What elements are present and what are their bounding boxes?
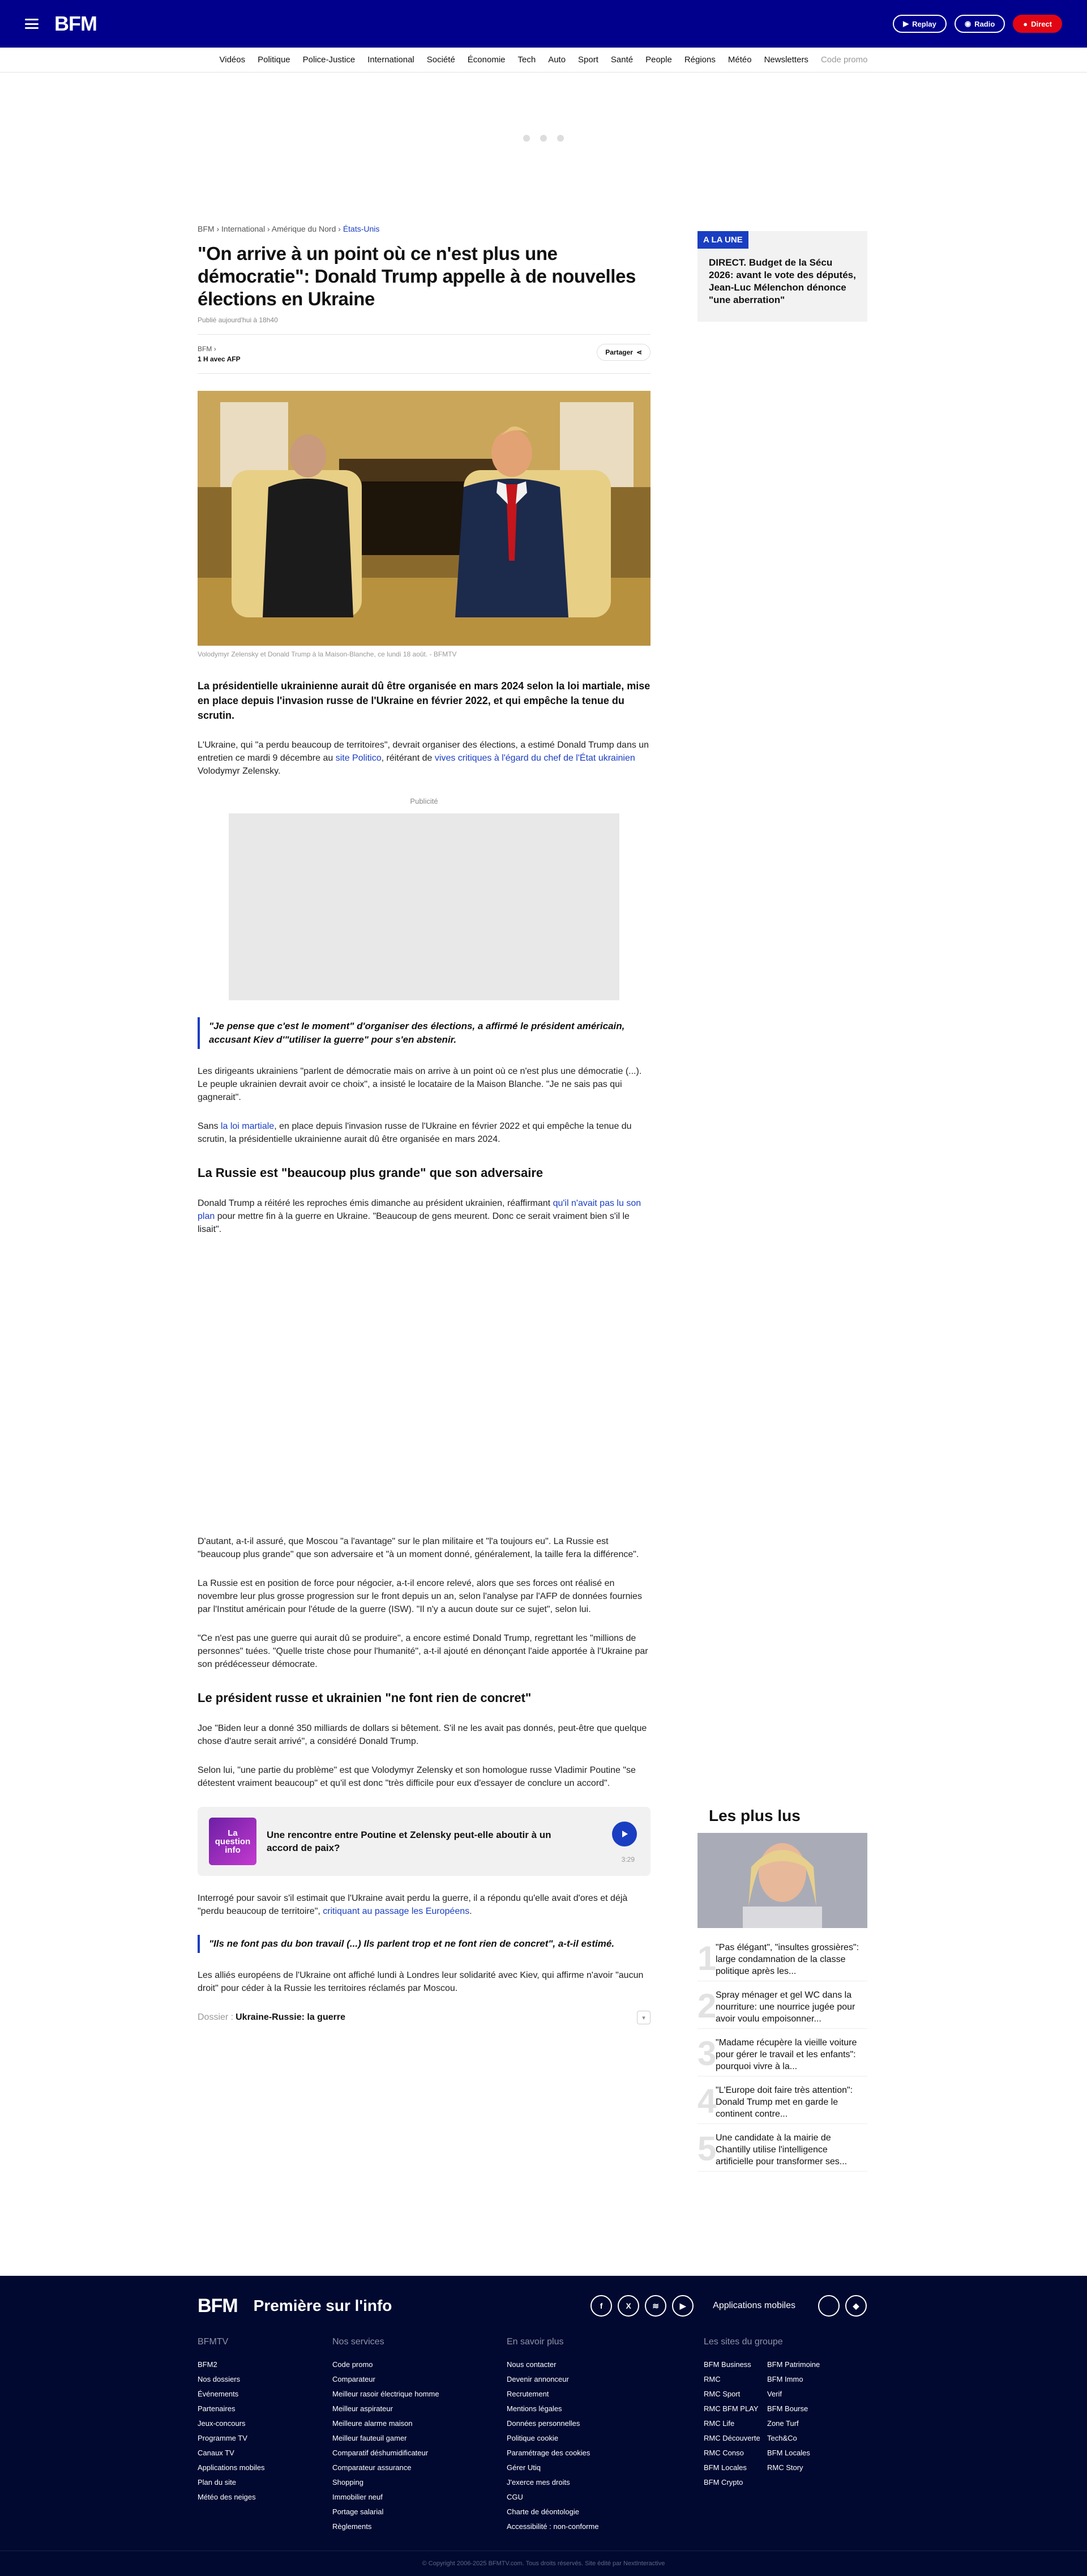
embedded-ad-space — [198, 1236, 651, 1519]
paragraph: "Ce n'est pas une guerre qui aurait dû se produire", a encore estimé Donald Trump, regrettant les "millions de personnes" tuées. "Quelle triste chose pour l'humanité", a-t-il ajouté en dénonçant l'aide apportée à l'Ukraine par son prédécesseur démocrate. — [198, 1634, 648, 1669]
paragraph: L'Ukraine, qui "a perdu beaucoup de territoires", devrait organiser des élections, a estimé Donald Trump dans un entretien ce mardi 9 décembre au site Politico, réitérant de vives critiques à l'égard du chef de l'État ukrainien Volodymyr Zelensky. — [198, 740, 649, 776]
most-read-image[interactable] — [697, 1833, 867, 1928]
footer-link[interactable]: RMC Sport — [704, 2390, 741, 2398]
footer-link[interactable]: Verif — [767, 2390, 782, 2398]
most-read — [697, 1807, 867, 2172]
footer-link[interactable]: Plan du site — [198, 2478, 236, 2487]
footer-link[interactable]: Tech&Co — [767, 2434, 797, 2442]
nav-item[interactable]: Sport — [578, 55, 598, 65]
nav-item[interactable]: Vidéos — [219, 55, 246, 65]
paragraph: La Russie est en position de force pour négocier, a-t-il encore relevé, alors que ses forces ont réalisé en novembre leur plus grosse progression sur le front depuis un an, selon l'analyse par l'AFP de données fournies par l'Institut américain pour l'étude de la guerre (ISW). "Il n'y a aucun doute sur ce sujet", selon lui. — [198, 1579, 642, 1614]
paragraph: Les dirigeants ukrainiens "parlent de démocratie mais on arrive à un point où ce n'est plus une démocratie (...). Le peuple ukrainien devrait avoir ce choix", a insisté le locataire de la Maison Blanche. "Je ne sais pas qui gagnerait". — [198, 1067, 642, 1102]
nav-item[interactable]: Météo — [727, 55, 752, 65]
footer-link[interactable]: J'exerce mes droits — [507, 2478, 570, 2487]
nav-item[interactable]: Régions — [684, 55, 716, 65]
footer-link[interactable]: BFM Patrimoine — [767, 2360, 820, 2369]
footer-link[interactable]: Partenaires — [198, 2404, 236, 2413]
footer-link[interactable]: Meilleur aspirateur — [332, 2404, 393, 2413]
footer-link[interactable]: Meilleur rasoir électrique homme — [332, 2390, 439, 2398]
site-logo[interactable]: BFM — [54, 12, 97, 35]
most-read-item[interactable]: 3 "Madame récupère la vieille voiture pour gérer le travail et les enfants": pourquoi vivre à la... — [697, 2029, 867, 2076]
article-photo — [198, 391, 651, 646]
nav-item[interactable]: Tech — [517, 55, 536, 65]
nav-item[interactable]: International — [367, 55, 414, 65]
source-label: BFM — [198, 345, 212, 353]
footer-link[interactable]: Jeux-concours — [198, 2419, 246, 2428]
breadcrumb-item[interactable]: BFM — [198, 224, 215, 233]
section-heading: Le président russe et ukrainien "ne font rien de concret" — [198, 1691, 532, 1705]
rss-icon[interactable]: ≋ — [645, 2295, 666, 2317]
nav-item[interactable]: Auto — [548, 55, 566, 65]
facebook-icon[interactable]: f — [590, 2295, 612, 2317]
most-read-item[interactable]: 5 Une candidate à la mairie de Chantilly utilise l'intelligence artificielle pour transformer ses... — [697, 2124, 867, 2172]
chevron-down-icon[interactable]: ▾ — [637, 2011, 651, 2024]
menu-icon[interactable] — [25, 19, 38, 29]
footer-col-services: Nos services Code promo Comparateur Meilleur rasoir électrique homme Meilleur aspirateur Meilleure alarme maison Meilleur fauteuil gamer Comparatif déshumidificateur Comparateur assurance Shopping Immobilier neuf Portage salarial Règlements — [332, 2337, 507, 2534]
footer-link[interactable]: RMC Life — [704, 2419, 735, 2428]
share-icon: ⋖ — [636, 348, 642, 356]
footer-link[interactable]: RMC — [704, 2375, 721, 2383]
footer-link[interactable]: Charte de déontologie — [507, 2507, 579, 2516]
chevron-icon[interactable]: › — [213, 345, 216, 353]
nav-item[interactable]: Politique — [258, 55, 290, 65]
footer-link[interactable]: BFM2 — [198, 2360, 217, 2369]
radio-button[interactable]: ◉ Radio — [955, 15, 1005, 33]
footer-col-bfmtv: BFMTV BFM2 Nos dossiers Événements Partenaires Jeux-concours Programme TV Canaux TV Applications mobiles Plan du site Météo des neiges — [198, 2337, 332, 2534]
copyright: © Copyright 2006-2025 BFMTV.com. Tous droits réservés. Site édité par NextInteractive — [0, 2551, 1087, 2567]
podcast-cover: La question info — [209, 1818, 256, 1865]
site-footer — [0, 2276, 1087, 2576]
footer-link[interactable]: Comparatif déshumidificateur — [332, 2449, 429, 2457]
play-icon: ▶ — [903, 19, 909, 28]
breadcrumb-item[interactable]: États-Unis — [343, 224, 380, 233]
nav-item[interactable]: People — [645, 55, 672, 65]
footer-link[interactable]: Devenir annonceur — [507, 2375, 569, 2383]
footer-link[interactable]: Meilleure alarme maison — [332, 2419, 413, 2428]
critiques-link[interactable]: vives critiques à l'égard du chef de l'État ukrainien — [434, 753, 635, 763]
nav-item[interactable]: Newsletters — [764, 55, 808, 65]
footer-link[interactable]: RMC Découverte — [704, 2434, 760, 2442]
youtube-icon[interactable]: ▶ — [672, 2295, 694, 2317]
article — [198, 224, 651, 2024]
footer-link[interactable]: RMC Conso — [704, 2449, 744, 2457]
footer-link[interactable]: Programme TV — [198, 2434, 247, 2442]
photo-caption: Volodymyr Zelensky et Donald Trump à la Maison-Blanche, ce lundi 18 août. - BFMTV — [198, 650, 457, 658]
paragraph: Interrogé pour savoir s'il estimait que l'Ukraine avait perdu la guerre, il a répondu qu'elle avait d'ores et déjà "perdu beaucoup de territoire", critiquant au passage les Européens. — [198, 1893, 628, 1916]
publish-date: Publié aujourd'hui à 18h40 — [198, 316, 278, 324]
paragraph: D'autant, a-t-il assuré, que Moscou "a l'avantage" sur le plan militaire et "l'a toujours eu". La Russie est "beaucoup plus grande" que son adversaire et "à un moment donné, généralement, la taille fera la différence". — [198, 1537, 639, 1559]
footer-link[interactable]: Comparateur assurance — [332, 2463, 412, 2472]
footer-col-en-savoir-plus: En savoir plus Nous contacter Devenir annonceur Recrutement Mentions légales Données personnelles Politique cookie Paramétrage des cookies Gérer Utiq J'exerce mes droits CGU Charte de déontologie Accessibilité : non-conforme — [507, 2337, 704, 2534]
footer-link[interactable]: Météo des neiges — [198, 2493, 256, 2501]
footer-link[interactable]: Comparateur — [332, 2375, 375, 2383]
footer-link[interactable]: Canaux TV — [198, 2449, 234, 2457]
article-lead: La présidentielle ukrainienne aurait dû être organisée en mars 2024 selon la loi martiale, mise en place depuis l'invasion russe de l'Ukraine en février 2022, et qui empêche la tenue du scrutin. — [198, 680, 651, 721]
footer-link[interactable]: Nous contacter — [507, 2360, 557, 2369]
footer-link[interactable]: CGU — [507, 2493, 523, 2501]
a-la-une-tag: A LA UNE — [697, 231, 748, 249]
audio-player — [198, 1807, 651, 1876]
site-header — [0, 0, 1087, 48]
dossier-link[interactable]: Dossier : Ukraine-Russie: la guerre ▾ — [198, 2011, 651, 2024]
footer-link[interactable]: BFM Crypto — [704, 2478, 743, 2487]
nav-item[interactable]: Police-Justice — [302, 55, 356, 65]
radio-icon: ◉ — [964, 19, 972, 28]
footer-link[interactable]: Mentions légales — [507, 2404, 562, 2413]
footer-link[interactable]: Code promo — [332, 2360, 373, 2369]
nav-item-code-promo[interactable]: Code promo — [820, 55, 868, 65]
footer-link[interactable]: Accessibilité : non-conforme — [507, 2522, 599, 2531]
footer-link[interactable]: Recrutement — [507, 2390, 549, 2398]
footer-link[interactable]: Événements — [198, 2390, 239, 2398]
footer-col-group-sites: Les sites du groupe BFM Business RMC RMC Sport RMC BFM PLAY RMC Life RMC Découverte RMC Conso BFM Locales BFM Crypto — [704, 2337, 767, 2534]
pull-quote: "Je pense que c'est le moment" d'organiser des élections, a affirmé le président américain, accusant Kiev d'"utiliser la guerre" pour s'en abstenir. — [198, 1017, 651, 1049]
breadcrumb-item[interactable]: International — [221, 224, 266, 233]
author-label: 1 H avec AFP — [198, 355, 241, 363]
footer-link[interactable]: BFM Bourse — [767, 2404, 808, 2413]
politico-link[interactable]: site Politico — [335, 753, 382, 763]
footer-link[interactable]: Zone Turf — [767, 2419, 799, 2428]
direct-button[interactable]: ● Direct — [1013, 15, 1062, 33]
section-heading: La Russie est "beaucoup plus grande" que son adversaire — [198, 1166, 544, 1180]
footer-link[interactable]: Nos dossiers — [198, 2375, 241, 2383]
loi-martiale-link[interactable]: la loi martiale — [220, 1121, 275, 1131]
footer-link[interactable]: Applications mobiles — [198, 2463, 265, 2472]
top-ad-loader — [0, 72, 1087, 204]
footer-slogan: Première sur l'info — [253, 2297, 392, 2314]
article-title: "On arrive à un point où ce n'est plus une démocratie": Donald Trump appelle à de nouvelles élections en Ukraine — [198, 243, 636, 309]
footer-link[interactable]: Immobilier neuf — [332, 2493, 383, 2501]
paragraph: Donald Trump a réitéré les reproches émis dimanche au président ukrainien, réaffirmant qu'il n'avait pas lu son plan pour mettre fin à la guerre en Ukraine. "Beaucoup de gens meurent. Donc ce serait vraiment bien s'il le lisait". — [198, 1199, 641, 1234]
a-la-une-box[interactable] — [697, 231, 867, 322]
share-button[interactable]: Partager ⋖ — [597, 344, 651, 361]
footer-link[interactable]: BFM Locales — [767, 2449, 810, 2457]
footer-col-group-sites-2 — [767, 2337, 852, 2534]
footer-link[interactable]: Portage salarial — [332, 2507, 384, 2516]
breadcrumb: BFM › International › Amérique du Nord › États-Unis — [198, 224, 380, 233]
apps-label: Applications mobiles — [713, 2301, 795, 2310]
paragraph: Les alliés européens de l'Ukraine ont affiché lundi à Londres leur solidarité avec Kiev, qui affirme n'avoir "aucun droit" pour céder à la Russie les territoires réclamés par Moscou. — [198, 1971, 644, 1993]
most-read-item[interactable]: 4 "L'Europe doit faire très attention": Donald Trump met en garde le continent contre... — [697, 2076, 867, 2124]
replay-button[interactable]: ▶ Replay — [893, 15, 947, 33]
breadcrumb-item[interactable]: Amérique du Nord — [271, 224, 336, 233]
play-button[interactable] — [612, 1822, 637, 1846]
footer-link[interactable]: BFM Immo — [767, 2375, 803, 2383]
audio-title[interactable]: Une rencontre entre Poutine et Zelensky peut-elle aboutir à un accord de paix? — [267, 1829, 551, 1853]
footer-logo[interactable]: BFM — [198, 2294, 238, 2317]
main-nav — [0, 48, 1087, 72]
footer-link[interactable]: Données personnelles — [507, 2419, 580, 2428]
play-icon — [620, 1829, 629, 1839]
apple-icon[interactable] — [818, 2295, 840, 2317]
ad-label: Publicité — [410, 797, 438, 805]
footer-link[interactable]: Meilleur fauteuil gamer — [332, 2434, 407, 2442]
plan-link[interactable]: qu'il n'avait pas lu son plan — [198, 1199, 641, 1221]
paragraph: Selon lui, "une partie du problème" est que Volodymyr Zelensky et son homologue russe Vladimir Poutine "se détestent vraiment beaucoup" et qu'il est donc "très difficile pour eux d'essayer de conclure un accord". — [198, 1765, 636, 1788]
most-read-item[interactable]: 1 "Pas élégant", "insultes grossières": large condamnation de la classe politique après les... — [697, 1934, 867, 1981]
audio-duration: 3:29 — [621, 1856, 635, 1863]
pull-quote: "Ils ne font pas du bon travail (...) Ils parlent trop et ne font rien de concret", a-t-il estimé. — [198, 1935, 651, 1953]
footer-link[interactable]: Politique cookie — [507, 2434, 559, 2442]
android-icon[interactable]: ◆ — [845, 2295, 867, 2317]
footer-link[interactable]: BFM Locales — [704, 2463, 747, 2472]
nav-item[interactable]: Économie — [467, 55, 506, 65]
footer-link[interactable]: Paramétrage des cookies — [507, 2449, 590, 2457]
footer-link[interactable]: RMC BFM PLAY — [704, 2404, 759, 2413]
x-icon[interactable]: X — [618, 2295, 639, 2317]
most-read-title: Les plus lus — [709, 1807, 801, 1824]
nav-item[interactable]: Santé — [610, 55, 634, 65]
a-la-une-headline[interactable]: DIRECT. Budget de la Sécu 2026: avant le vote des députés, Jean-Luc Mélenchon dénonce "une aberration" — [709, 257, 856, 305]
paragraph: Joe "Biden leur a donné 350 milliards de dollars si bêtement. S'il ne les avait pas donnés, peut-être que quelque chose d'autre serait arrivé", a considéré Donald Trump. — [198, 1724, 647, 1746]
footer-link[interactable]: Shopping — [332, 2478, 363, 2487]
footer-link[interactable]: Règlements — [332, 2522, 372, 2531]
live-icon: ● — [1023, 19, 1028, 28]
article-meta — [198, 334, 651, 374]
nav-item[interactable]: Société — [426, 55, 455, 65]
footer-link[interactable]: BFM Business — [704, 2360, 751, 2369]
most-read-item[interactable]: 2 Spray ménager et gel WC dans la nourriture: une nourrice jugée pour avoir voulu empoisonner... — [697, 1981, 867, 2029]
paragraph: Sans la loi martiale, en place depuis l'invasion russe de l'Ukraine en février 2022 et qui empêche la tenue du scrutin, la présidentielle ukrainienne aurait dû être organisée en mars 2024. — [198, 1121, 632, 1144]
footer-link[interactable]: RMC Story — [767, 2463, 803, 2472]
footer-link[interactable]: Gérer Utiq — [507, 2463, 541, 2472]
europeens-link[interactable]: critiquant au passage les Européens — [323, 1907, 470, 1916]
ad-placeholder — [229, 813, 619, 1000]
